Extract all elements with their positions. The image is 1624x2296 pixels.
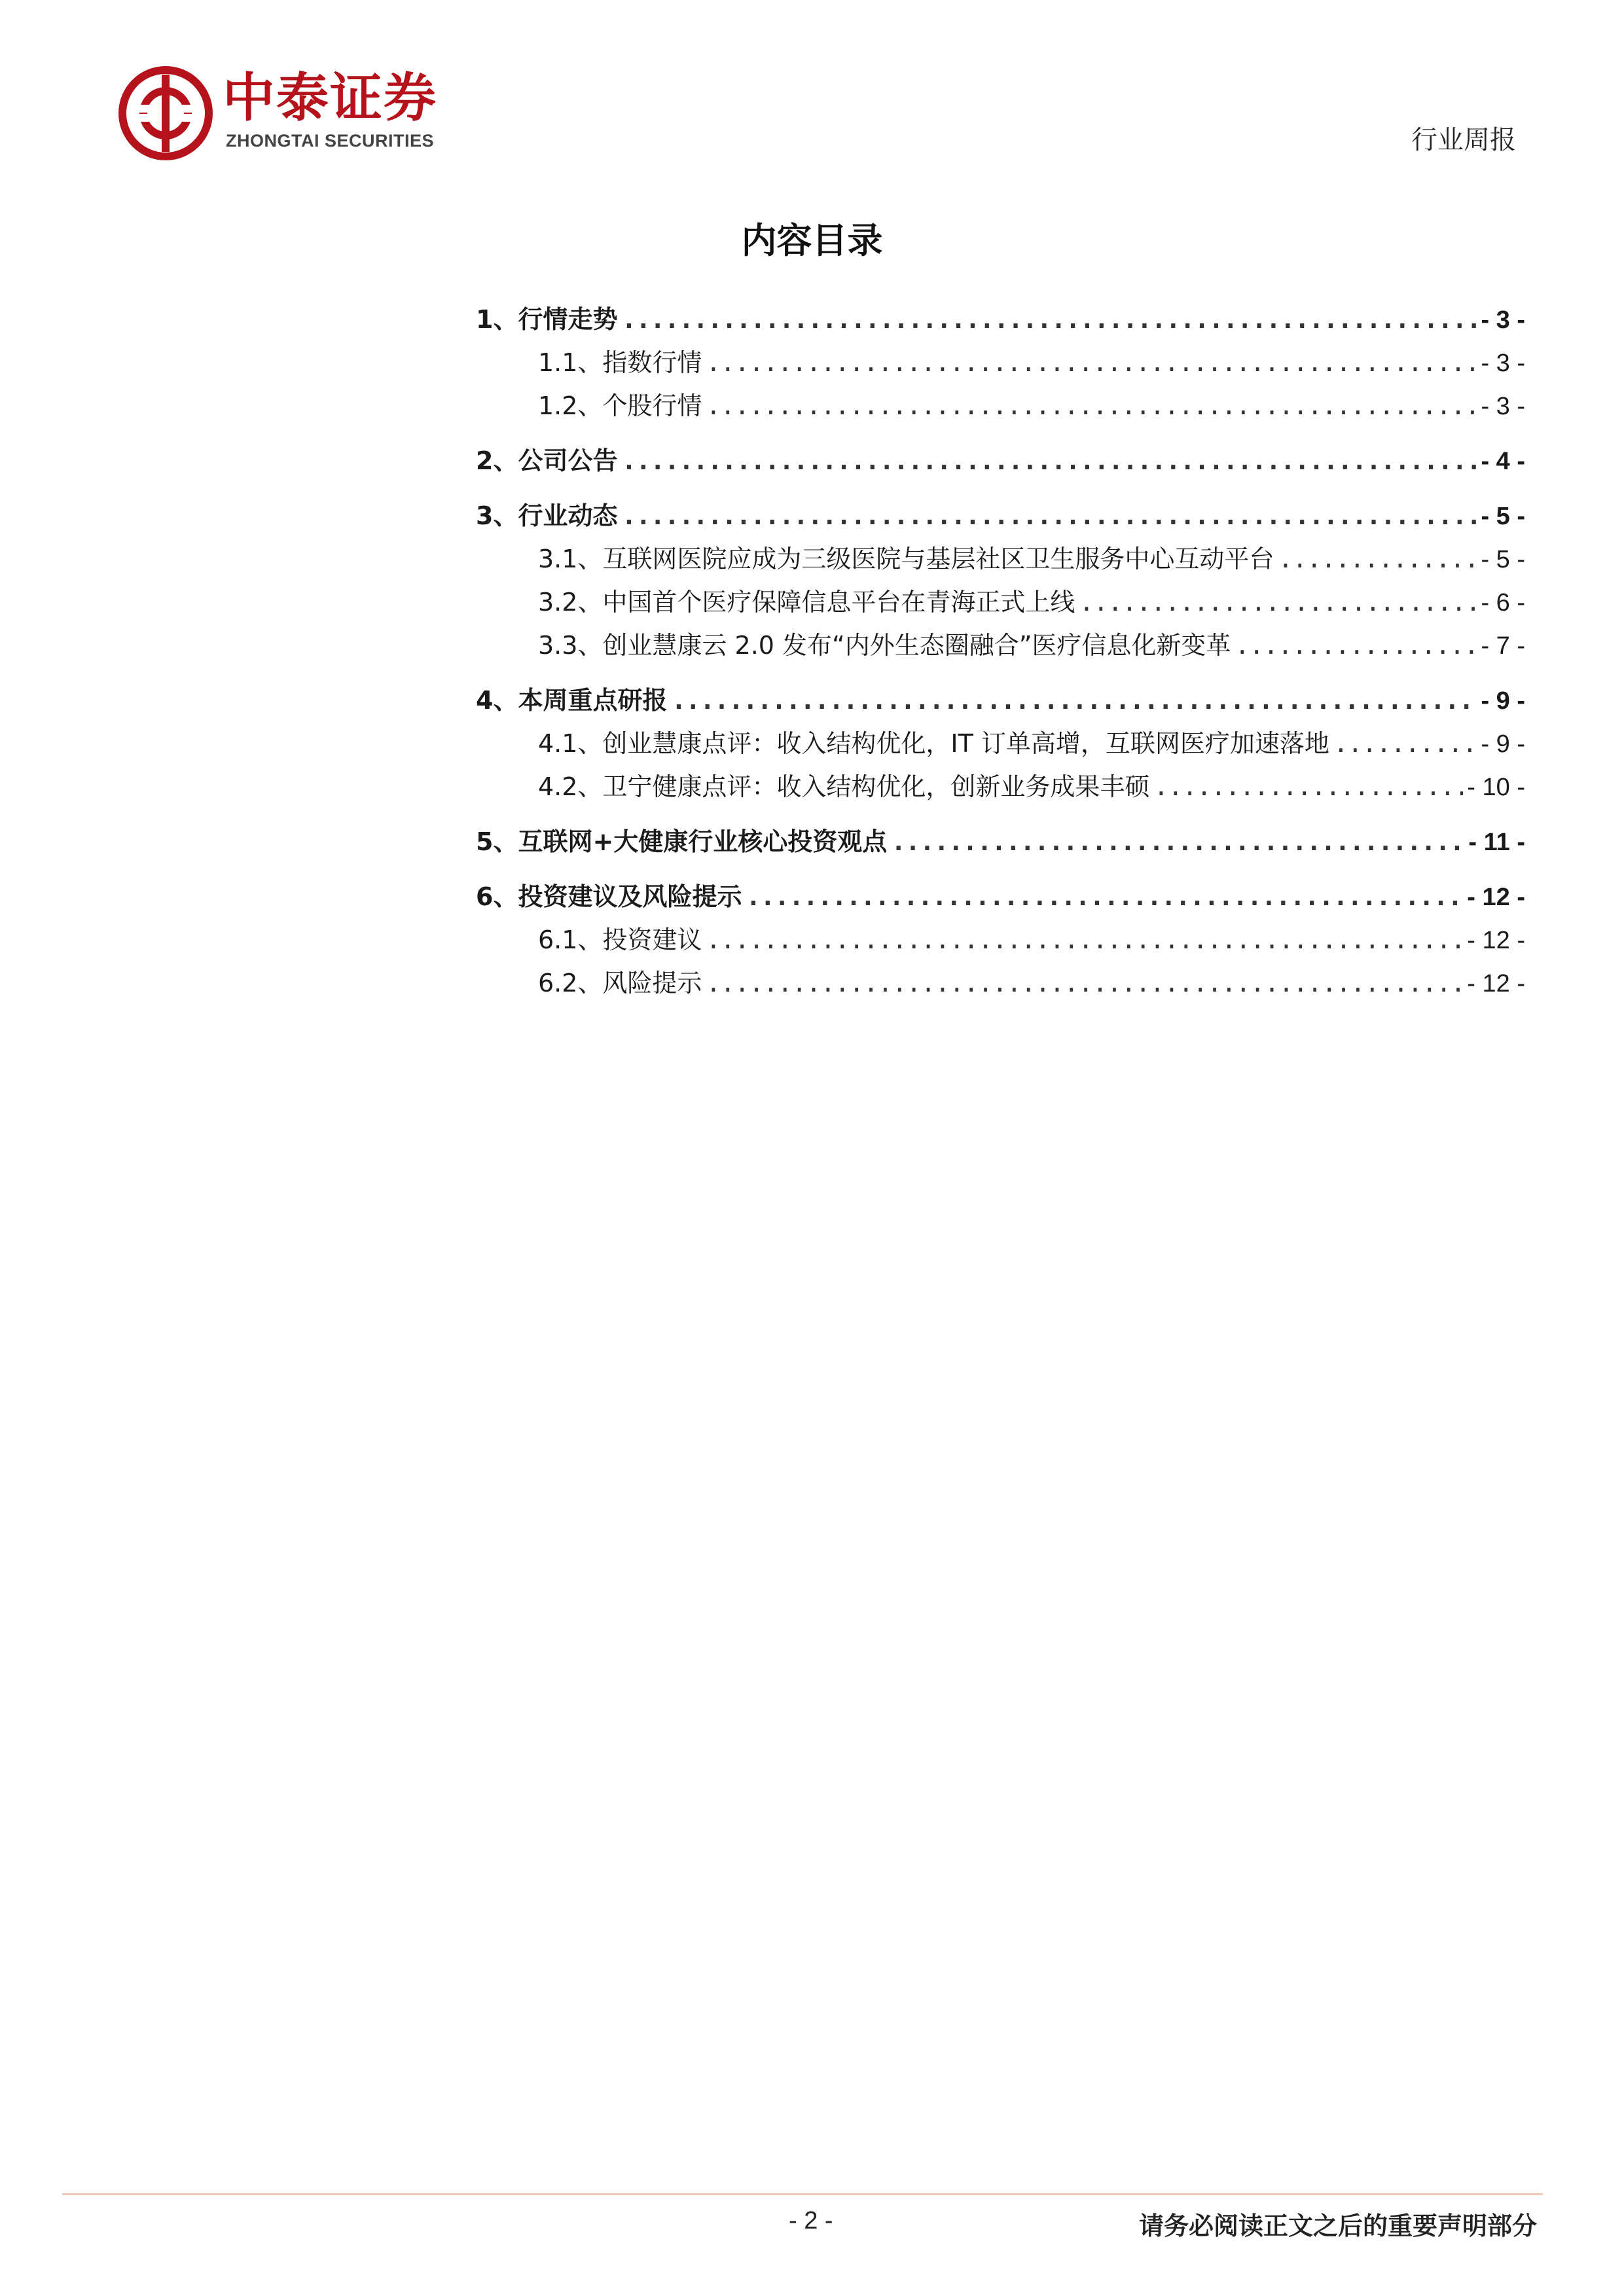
toc-dot-leader <box>706 918 1463 961</box>
toc-entry[interactable] <box>476 961 1525 1005</box>
toc-entry-page: - 10 - <box>1467 774 1525 801</box>
toc-entry[interactable] <box>476 341 1525 384</box>
toc-entry[interactable] <box>476 722 1525 765</box>
toc-entry[interactable] <box>476 624 1525 667</box>
toc-entry-label: 3.3、创业慧康云 2.0 发布“内外生态圈融合”医疗信息化新变革 <box>538 631 1231 660</box>
toc-entry-label: 2、公司公告 <box>476 446 618 475</box>
toc-dot-leader <box>621 439 1477 482</box>
toc-entry-label: 1.1、指数行情 <box>538 348 702 377</box>
toc-entry-label: 5、互联网+大健康行业核心投资观点 <box>476 827 888 856</box>
toc-dot-leader <box>621 298 1477 341</box>
toc-entry-page: - 3 - <box>1481 306 1525 334</box>
toc-entry-label: 1.2、个股行情 <box>538 391 702 420</box>
toc-entry-page: - 3 - <box>1481 350 1525 377</box>
toc-entry[interactable] <box>476 439 1525 482</box>
logo-chinese-name: 中泰证券 <box>223 67 437 128</box>
toc-entry-page: - 9 - <box>1481 687 1525 715</box>
toc-entry-page: - 9 - <box>1481 730 1525 758</box>
report-type: 行业周报 <box>1411 125 1516 155</box>
toc-entry[interactable] <box>476 537 1525 581</box>
toc-entry-page: - 6 - <box>1481 589 1525 617</box>
logo-english-name: ZHONGTAI SECURITIES <box>226 131 435 151</box>
toc-dot-leader <box>706 384 1477 427</box>
toc-entry-page: - 7 - <box>1481 632 1525 660</box>
toc-entry[interactable] <box>476 298 1525 341</box>
toc-dot-leader <box>706 341 1477 384</box>
toc-dot-leader <box>746 875 1463 918</box>
toc-entry-page: - 12 - <box>1467 970 1525 997</box>
toc-dot-leader <box>1278 537 1477 581</box>
toc-dot-leader <box>891 820 1464 863</box>
toc-entry-label: 3、行业动态 <box>476 501 618 530</box>
toc-entry-label: 3.1、互联网医院应成为三级医院与基层社区卫生服务中心互动平台 <box>538 545 1274 573</box>
toc-dot-leader <box>671 679 1477 722</box>
toc-entry-page: - 5 - <box>1481 503 1525 530</box>
toc-entry[interactable] <box>476 679 1525 722</box>
toc-title: 内容目录 <box>741 220 883 261</box>
toc-entry-page: - 11 - <box>1468 829 1525 856</box>
toc-dot-leader <box>706 961 1463 1005</box>
toc-entry-label: 4.2、卫宁健康点评：收入结构优化，创新业务成果丰硕 <box>538 772 1150 801</box>
toc-entry[interactable] <box>476 820 1525 863</box>
toc-entry-page: - 12 - <box>1467 884 1525 911</box>
toc-dot-leader <box>1333 722 1477 765</box>
toc-entry-label: 6.2、风险提示 <box>538 969 702 997</box>
toc-entry-page: - 4 - <box>1481 448 1525 475</box>
toc-entry-label: 3.2、中国首个医疗保障信息平台在青海正式上线 <box>538 588 1075 617</box>
toc-dot-leader <box>1235 624 1477 667</box>
table-of-contents <box>476 298 1525 1005</box>
toc-dot-leader <box>621 494 1477 537</box>
toc-entry[interactable] <box>476 384 1525 427</box>
toc-entry[interactable] <box>476 494 1525 537</box>
toc-entry[interactable] <box>476 875 1525 918</box>
page-number: - 2 - <box>789 2207 833 2234</box>
footer-disclaimer: 请务必阅读正文之后的重要声明部分 <box>1138 2212 1537 2240</box>
toc-entry[interactable] <box>476 918 1525 961</box>
toc-entry-label: 1、行情走势 <box>476 305 618 334</box>
toc-entry-label: 6、投资建议及风险提示 <box>476 882 742 911</box>
toc-entry-label: 4、本周重点研报 <box>476 686 668 715</box>
toc-dot-leader <box>1079 581 1477 624</box>
toc-entry-label: 4.1、创业慧康点评：收入结构优化，IT 订单高增，互联网医疗加速落地 <box>538 729 1329 758</box>
toc-entry-label: 6.1、投资建议 <box>538 925 702 954</box>
footer-divider <box>62 2193 1543 2195</box>
toc-entry-page: - 3 - <box>1481 393 1525 420</box>
zhongtai-logo-icon <box>118 65 213 161</box>
toc-entry-page: - 5 - <box>1481 546 1525 573</box>
toc-entry-page: - 12 - <box>1467 927 1525 954</box>
toc-dot-leader <box>1153 765 1463 808</box>
toc-entry[interactable] <box>476 581 1525 624</box>
company-logo <box>118 65 497 164</box>
toc-entry[interactable] <box>476 765 1525 808</box>
